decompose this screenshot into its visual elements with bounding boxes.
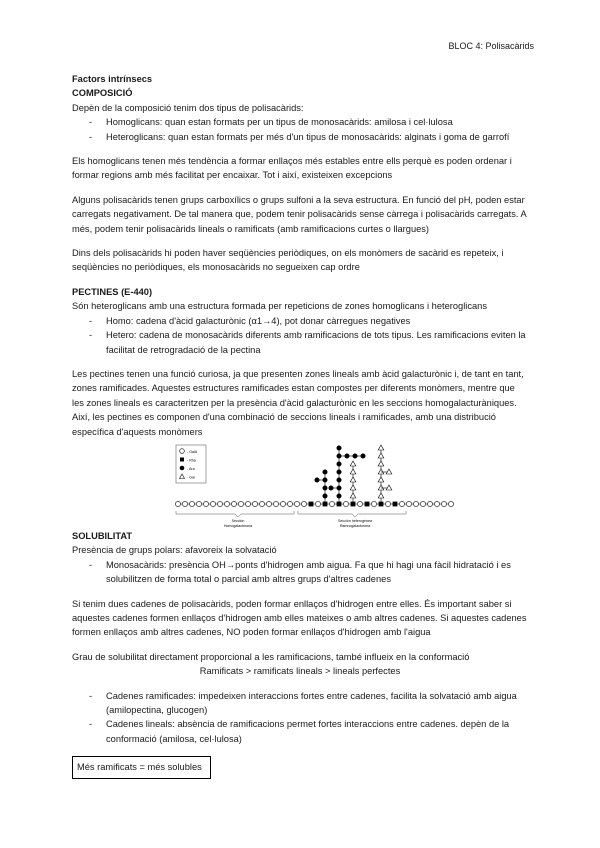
ara-unit [323,485,328,490]
gal-unit [378,493,384,498]
list-item: - Cadenes lineals: absència de ramificacions permet fortes interaccions entre cadenes. depèn de la conformació (amilosa, cel·lulosa) [72,717,528,746]
gala-unit [343,501,348,506]
gala-unit [280,501,285,506]
gala-unit [441,501,446,506]
gal-unit [378,445,384,450]
paragraph-sequences: Dins dels polisacàrids hi poden haver seqüències periòdiques, on els monòmers de sacàrid es repeteix, i seqüències no periòdiques, els monosacàrids no segueixen cap ordre [72,248,504,273]
paragraph-solubility-grade: Grau de solubilitat directament proporcional a les ramificacions, també influeix en la conformació [72,651,470,662]
solubilitat-intro: Presència de grups polars: afavoreix la solvatació [72,545,277,556]
ara-unit [337,469,342,474]
gala-unit [399,501,404,506]
paragraph-pectines-function: Les pectines tenen una funció curiosa, ja que presenten zones lineals amb àcid galacturònic i, de tant en tant, zones ramificades. Aquestes estructures ramificades estan compostes per diferents monòmers, mentre que les zones lineals es caracteritzen per la presència d'àcid galacturònic en les seccions homogalacturàniques. Així, les pectines es componen d'una combinació de seccions lineals i ramificades, amb una distribució específica d'aquests monòmers [72,368,524,437]
list-item: - Homoglicans: quan estan formats per un tipus de monosacàrids: amilosa i cel·lulosa [72,115,528,129]
gala-unit [357,501,362,506]
gala-unit [294,501,299,506]
ara-unit [337,493,342,498]
gala-unit [259,501,264,506]
gal-unit [378,485,384,490]
pectin-structure-figure [72,441,528,533]
gal-unit [378,461,384,466]
gal-unit [378,453,384,458]
legend-label: - Ara [187,466,195,471]
gala-unit [427,501,432,506]
pectines-list [72,314,528,357]
homogalacturona-bracket [176,511,294,517]
document-body [72,72,528,779]
rha-unit [309,502,314,507]
gala-unit [217,501,222,506]
gala-unit [273,501,278,506]
gala-unit [203,501,208,506]
gal-unit [350,493,356,498]
gala-unit [238,501,243,506]
gala-unit [224,501,229,506]
list-item: - Monosacàrids: presència OH→ponts d'hidrogen amb aigua. Fa que hi hagi una fàcil hidratació i es solubilitzen de forma total o parcial amb altres grups d'altres cadenes [72,558,528,587]
gal-unit [378,469,384,474]
list-item: - Homo: cadena d'àcid galacturònic (α1→4), pot donar càrregues negatives [72,314,528,328]
gala-unit [413,501,418,506]
section-title-factors: Factors intrínsecs [72,74,153,84]
gala-unit [385,501,390,506]
ara-unit [323,469,328,474]
gala-unit [182,501,187,506]
gal-unit [378,477,384,482]
gala-unit [406,501,411,506]
legend-label: - GalA [187,449,198,454]
chains-list [72,689,528,747]
gala-icon [180,449,185,454]
homogalacturona-label: Homogalacturona [223,523,253,528]
gala-unit [231,501,236,506]
rha-unit [393,502,398,507]
list-item: - Cadenes ramificades: impedeixen interaccions fortes entre cadenes, facilita la solvatació amb aigua (amilopectina, glucogen) [72,689,528,718]
composition-intro: Depèn de la composició tenim dos tipus de polisacàrids: [72,102,304,113]
summary-box: Més ramificats = més solubles [72,756,211,778]
ara-unit [337,461,342,466]
legend-label: - Rha [187,458,196,463]
ramnogalacturona-label: Ramnogalacturona [339,523,371,528]
list-item: - Heteroglicans: quan estan formats per més d'un tipus de monosacàrids: alginats i goma de garrofí [72,130,528,144]
gal-icon [180,474,185,479]
gala-unit [287,501,292,506]
pectin-chain [175,445,454,507]
gala-unit [434,501,439,506]
paragraph-carboxylic: Alguns polisacàrids tenen grups carboxílics o grups sulfoni a la seva estructura. En funció del pH, poden estar carregats negativament. De tal manera que, podem tenir polisacàrids sense càrrega i polisacàrids carregats. A més, podem tenir polisacàrids lineals o ramificats (amb ramificacions curtes o llargues) [72,194,527,234]
gal-unit [386,485,392,490]
gal-unit [350,485,356,490]
gala-unit [420,501,425,506]
ramnogalacturona-bracket [298,511,406,517]
gala-unit [315,501,320,506]
ara-unit [337,445,342,450]
paragraph-homoglicans: Els homoglicans tenen més tendència a formar enllaços més estables entre ells perquè es poden ordenar i formar regions amb més facilitat per encaixar. Tot i així, existeixen excepcions [72,156,512,181]
gala-unit [196,501,201,506]
rha-unit [365,502,370,507]
solubility-order: Ramificats > ramificats lineals > lineals perfectes [199,666,401,677]
ara-icon [180,466,185,471]
gala-unit [301,501,306,506]
homogalacturona-label: Sección [231,518,245,523]
list-item: - Hetero: cadena de monosacàrids diferents amb ramificacions de tots tipus. Les ramificacions eviten la facilitat de retrogradació de la pectina [72,328,528,357]
gala-unit [371,501,376,506]
paragraph-hydrogen-bonds: Si tenim dues cadenes de polisacàrids, poden formar enllaços d'hidrogen entre elles. És important saber si aquestes cadenes formen enllaços d'hidrogen amb elles mateixes o amb altres cadenes. Si aquestes cadenes formen enllaços amb altres cadenes, NO poden formar enllaços d'hidrogen amb l'aigua [72,598,527,638]
gala-unit [448,501,453,506]
solubilitat-list [72,558,528,587]
rha-icon [180,457,184,461]
gal-unit [350,477,356,482]
ara-unit [337,477,342,482]
gala-unit [329,501,334,506]
page-header: BLOC 4: Polisacàrids [448,41,534,51]
solubilitat-title: SOLUBILITAT [72,530,133,541]
gala-unit [189,501,194,506]
ara-unit [315,477,320,482]
subsection-title-composicio: COMPOSICIÓ [72,88,133,99]
ara-unit [361,453,366,458]
composition-list [72,115,528,144]
ara-unit [329,485,334,490]
gala-unit [210,501,215,506]
gal-unit [386,469,392,474]
gala-unit [252,501,257,506]
ara-unit [323,493,328,498]
legend-label: - Gal [187,475,195,480]
gala-unit [175,501,180,506]
gal-unit [350,469,356,474]
gal-unit [350,461,356,466]
pectin-diagram [72,441,528,533]
pectines-title: PECTINES (E-440) [72,286,153,297]
gala-unit [266,501,271,506]
gala-unit [245,501,250,506]
ramnogalacturona-label: Sección heterogénea [338,518,372,523]
pectines-intro: Són heteroglicans amb una estructura formada per repeticions de zones homoglicans i heteroglicans [72,301,487,312]
